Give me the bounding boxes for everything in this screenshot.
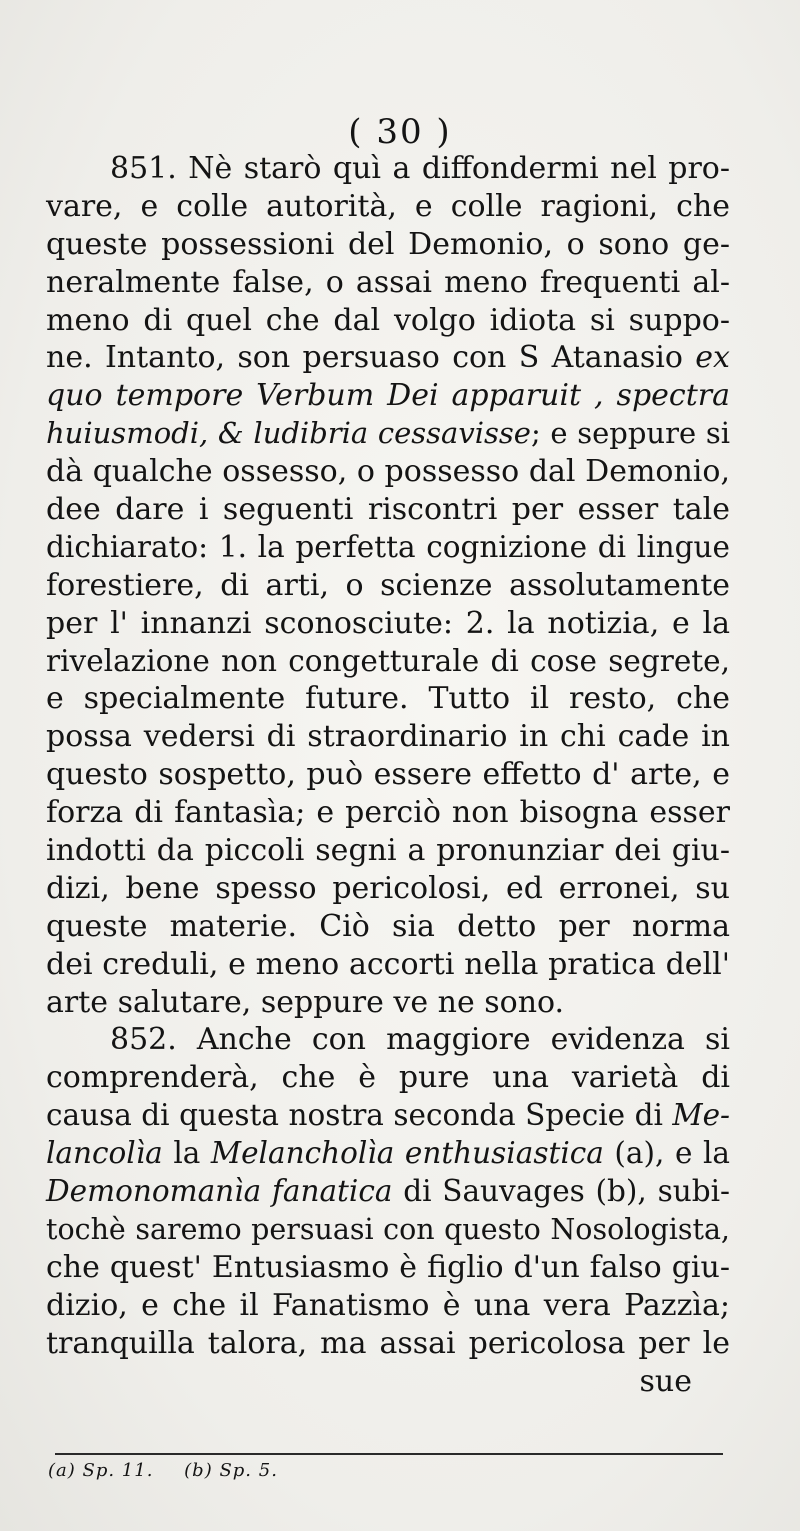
text-line: rivelazione non congetturale di cose segrete, (46, 643, 730, 678)
text-line: 852. Anche con maggiore evidenza si (110, 1022, 730, 1058)
text-line: arte salutare, seppure ve ne sono. (46, 984, 565, 1020)
footnote-divider (55, 1453, 723, 1455)
text-line: queste materie. Ciò sia detto per norma (46, 908, 730, 944)
text-line: 851. Nè starò quì a diffondermi nel pro- (110, 151, 730, 186)
text-line: meno di quel che dal volgo idiota si suppo- (46, 302, 730, 338)
text-line: quo tempore Verbum Dei apparuit , spectra (46, 378, 730, 414)
footnote-a: (a) Sp. 11. (48, 1460, 154, 1481)
page-number-header: ( 30 ) (348, 112, 452, 152)
catchword: sue (639, 1363, 692, 1399)
text-line: dee dare i seguenti riscontri per esser tale (46, 492, 730, 528)
footnotes (48, 1460, 302, 1481)
text-line: lancolìa la Melancholìa enthusiastica (a), e la (46, 1136, 730, 1171)
body-text (46, 150, 730, 1400)
text-line: vare, e colle autorità, e colle ragioni, che (46, 188, 730, 224)
text-line: queste possessioni del Demonio, o sono ge- (46, 226, 730, 262)
footnote-b: (b) Sp. 5. (184, 1460, 278, 1481)
text-line: comprenderà, che è pure una varietà di (46, 1060, 730, 1096)
text-line: dà qualche ossesso, o possesso dal Demonio, (46, 454, 730, 490)
text-line: dizi, bene spesso pericolosi, ed erronei, su (46, 870, 730, 906)
text-line: ne. Intanto, son persuaso con S Atanasio ex (46, 340, 730, 376)
text-line: tranquilla talora, ma assai pericolosa per le (46, 1325, 730, 1361)
text-line: dichiarato: 1. la perfetta cognizione di lingue (46, 529, 730, 564)
text-line: forestiere, di arti, o scienze assolutamente (46, 567, 730, 603)
text-line: e specialmente future. Tutto il resto, che (46, 681, 730, 717)
text-line: forza di fantasìa; e perciò non bisogna esser (46, 795, 730, 831)
text-line: tochè saremo persuasi con questo Nosologista, (46, 1212, 730, 1246)
text-line: dizio, e che il Fanatismo è una vera Pazzìa; (46, 1287, 730, 1323)
text-line: huiusmodi, & ludibria cessavisse; e seppure si (46, 416, 730, 451)
text-line: Demonomanìa fanatica di Sauvages (b), subi- (46, 1174, 730, 1209)
text-line: dei creduli, e meno accorti nella pratica dell' (46, 946, 730, 982)
text-line: causa di questa nostra seconda Specie di Me- (46, 1098, 730, 1133)
text-line: questo sospetto, può essere effetto d' arte, e (46, 757, 730, 793)
text-line: che quest' Entusiasmo è figlio d'un falso giu- (46, 1249, 730, 1285)
text-line: indotti da piccoli segni a pronunziar dei giu- (46, 833, 730, 869)
text-line: neralmente false, o assai meno frequenti al- (46, 264, 730, 300)
text-line: possa vedersi di straordinario in chi cade in (46, 719, 730, 755)
text-line: per l' innanzi sconosciute: 2. la notizia, e la (46, 605, 730, 641)
